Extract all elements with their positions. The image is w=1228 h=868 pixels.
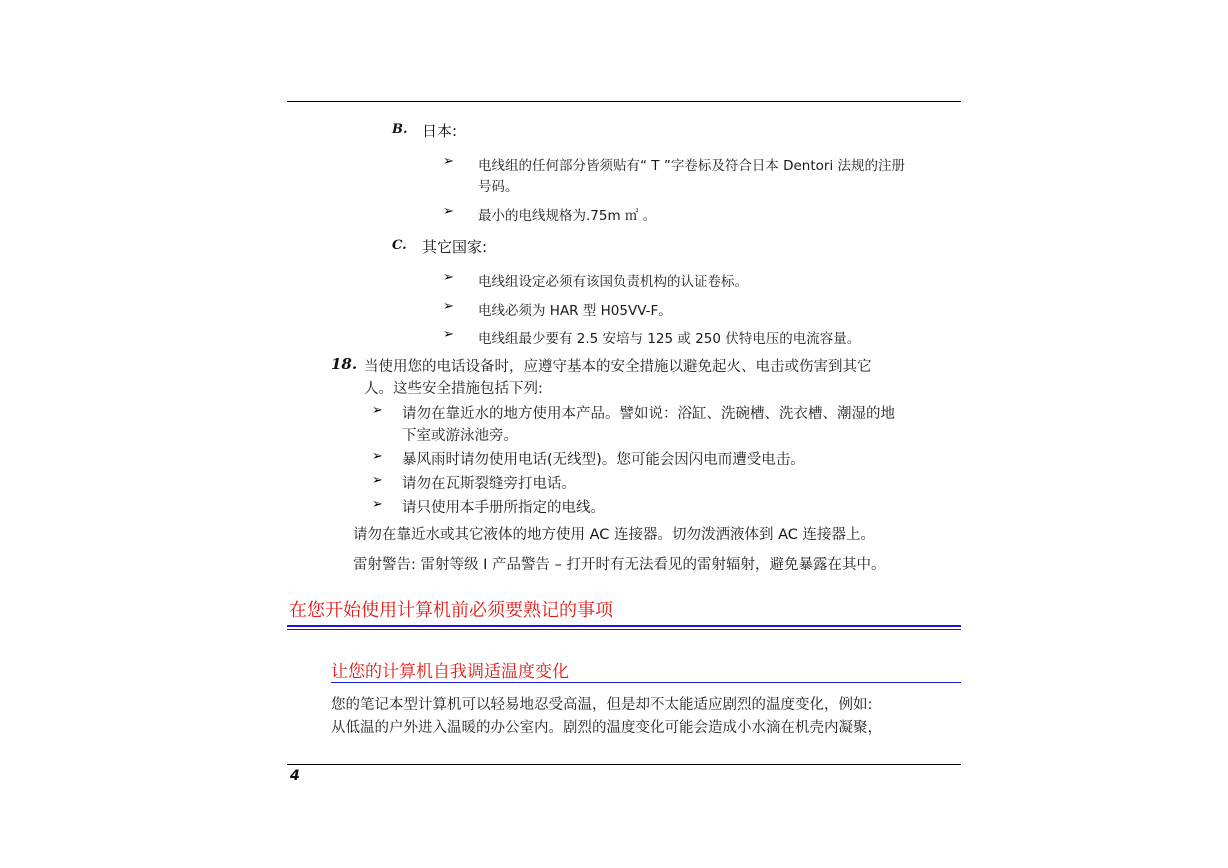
bullet-icon: ➢: [443, 154, 454, 169]
top-rule: [287, 101, 961, 102]
bottom-rule: [287, 764, 961, 765]
bullet-icon: ➢: [372, 473, 383, 488]
heading-rule-thin: [287, 629, 961, 630]
item-18-bullet-3: 请勿在瓦斯裂缝旁打电话。: [402, 476, 576, 492]
section-b-bullet-1: 电线组的任何部分皆须贴有“ T ”字卷标及符合日本 Dentori 法规的注册: [478, 158, 906, 174]
main-heading: 在您开始使用计算机前必须要熟记的事项: [289, 600, 613, 621]
section-b-label: B.: [392, 122, 408, 137]
section-c-title: 其它国家:: [422, 238, 488, 256]
section-b-bullet-1-cont: 号码。: [478, 179, 519, 195]
item-18-text: 当使用您的电话设备时，应遵守基本的安全措施以避免起火、电击或伤害到其它: [364, 359, 872, 375]
item-18-number: 18.: [331, 355, 358, 373]
laser-warning: 雷射警告: 雷射等级 I 产品警告 – 打开时有无法看见的雷射辐射，避免暴露在其中。: [353, 557, 886, 573]
item-18-text-cont: 人。这些安全措施包括下列:: [364, 381, 543, 397]
body-paragraph-line-2: 从低温的户外进入温暖的办公室内。剧烈的温度变化可能会造成小水滴在机壳内凝聚，: [331, 720, 882, 736]
section-b-bullet-2: 最小的电线规格为.75m ㎡ 。: [478, 208, 657, 224]
sub-heading-rule: [331, 682, 961, 683]
bullet-icon: ➢: [372, 403, 383, 418]
body-paragraph-line-1: 您的笔记本型计算机可以轻易地忍受高温，但是却不太能适应剧烈的温度变化，例如:: [331, 697, 873, 713]
section-c-bullet-2: 电线必须为 HAR 型 H05VV-F。: [478, 303, 672, 319]
item-18-bullet-1: 请勿在靠近水的地方使用本产品。譬如说：浴缸、洗碗槽、洗衣槽、潮湿的地: [402, 406, 895, 422]
item-18-bullet-2: 暴风雨时请勿使用电话(无线型)。您可能会因闪电而遭受电击。: [402, 452, 805, 468]
section-b-title: 日本:: [422, 122, 458, 140]
page-number: 4: [290, 768, 300, 784]
bullet-icon: ➢: [443, 204, 454, 219]
section-c-label: C.: [392, 238, 407, 253]
bullet-icon: ➢: [443, 299, 454, 314]
ac-adapter-note: 请勿在靠近水或其它液体的地方使用 AC 连接器。切勿泼洒液体到 AC 连接器上。: [353, 527, 876, 543]
section-c-bullet-1: 电线组设定必须有该国负责机构的认证卷标。: [478, 274, 748, 290]
sub-heading: 让您的计算机自我调适温度变化: [331, 662, 569, 682]
section-c-bullet-3: 电线组最少要有 2.5 安培与 125 或 250 伏特电压的电流容量。: [478, 331, 861, 347]
bullet-icon: ➢: [372, 497, 383, 512]
bullet-icon: ➢: [443, 327, 454, 342]
item-18-bullet-4: 请只使用本手册所指定的电线。: [402, 500, 605, 516]
bullet-icon: ➢: [443, 270, 454, 285]
heading-rule-thick: [287, 625, 961, 627]
bullet-icon: ➢: [372, 449, 383, 464]
item-18-bullet-1-cont: 下室或游泳池旁。: [402, 428, 518, 444]
